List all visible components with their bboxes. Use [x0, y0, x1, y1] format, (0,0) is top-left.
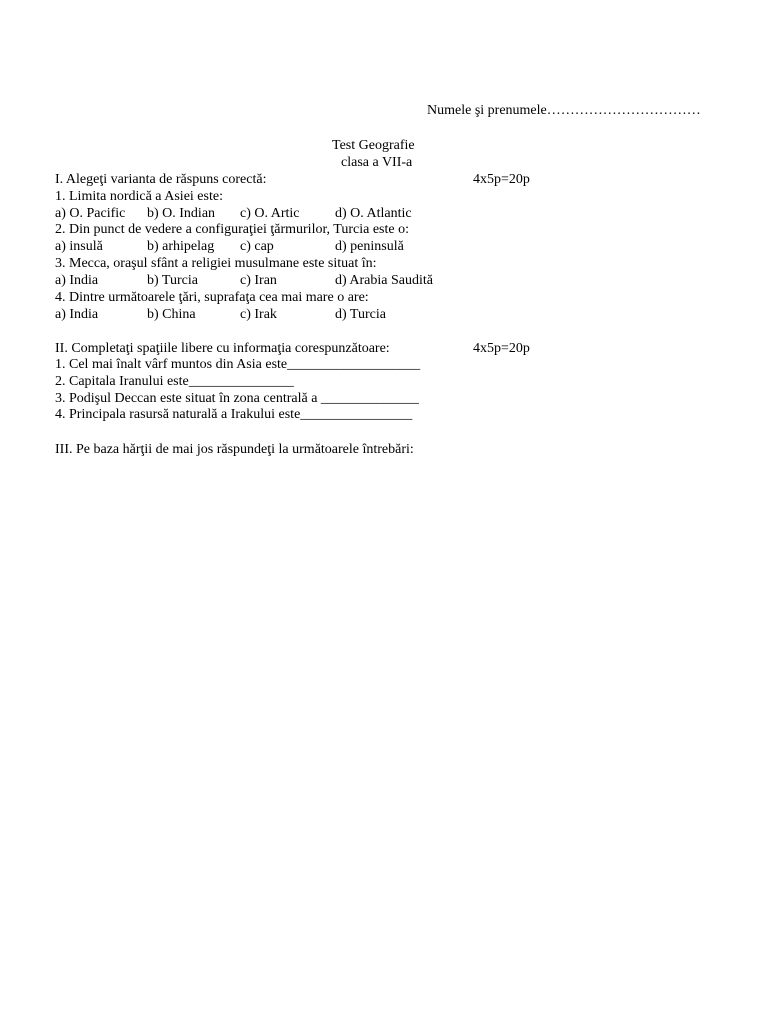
option-d: d) Turcia	[335, 307, 386, 322]
class-subtitle-text: clasa a VII-a	[341, 155, 413, 170]
option-b: b) Turcia	[147, 273, 198, 288]
test-title	[0, 137, 768, 154]
question-2-options	[55, 238, 575, 255]
option-a: a) India	[55, 273, 99, 288]
fill-in-item-3: 3. Podişul Deccan este situat în zona centrală a ______________	[55, 391, 419, 406]
option-a: a) O. Pacific	[55, 206, 126, 221]
option-c: c) cap	[240, 239, 274, 254]
fill-in-item-1: 1. Cel mai înalt vârf muntos din Asia este___________________	[55, 357, 421, 372]
option-d: d) peninsulă	[335, 239, 404, 254]
question-1: 1. Limita nordică a Asiei este:	[55, 189, 223, 204]
section3-heading: III. Pe baza hărţii de mai jos răspundeţi la următoarele întrebări:	[55, 442, 414, 457]
section1-heading: I. Alegeţi varianta de răspuns corectă:	[55, 172, 267, 187]
option-c: c) O. Artic	[240, 206, 300, 221]
section1-points: 4x5p=20p	[473, 172, 530, 187]
question-3: 3. Mecca, oraşul sfânt a religiei musulmane este situat în:	[55, 256, 377, 271]
option-b: b) O. Indian	[147, 206, 216, 221]
student-name-line: Numele şi prenumele……………………………	[427, 103, 701, 118]
test-title-text: Test Geografie	[332, 138, 415, 153]
section2-heading: II. Completaţi spaţiile libere cu informaţia corespunzătoare:	[55, 341, 390, 356]
option-b: b) arhipelag	[147, 239, 215, 254]
option-c: c) Irak	[240, 307, 277, 322]
class-subtitle	[0, 154, 768, 171]
question-3-options	[55, 272, 575, 289]
fill-in-item-2: 2. Capitala Iranului este_______________	[55, 374, 294, 389]
option-a: a) India	[55, 307, 99, 322]
question-2: 2. Din punct de vedere a configuraţiei ţărmurilor, Turcia este o:	[55, 222, 409, 237]
option-c: c) Iran	[240, 273, 277, 288]
section2-points: 4x5p=20p	[473, 341, 530, 356]
question-4-options	[55, 306, 575, 323]
option-a: a) insulă	[55, 239, 103, 254]
option-b: b) China	[147, 307, 196, 322]
question-4: 4. Dintre următoarele ţări, suprafaţa cea mai mare o are:	[55, 290, 369, 305]
option-d: d) Arabia Saudită	[335, 273, 433, 288]
option-d: d) O. Atlantic	[335, 206, 412, 221]
question-1-options	[55, 205, 575, 222]
fill-in-item-4: 4. Principala rasursă naturală a Irakului este________________	[55, 407, 413, 422]
